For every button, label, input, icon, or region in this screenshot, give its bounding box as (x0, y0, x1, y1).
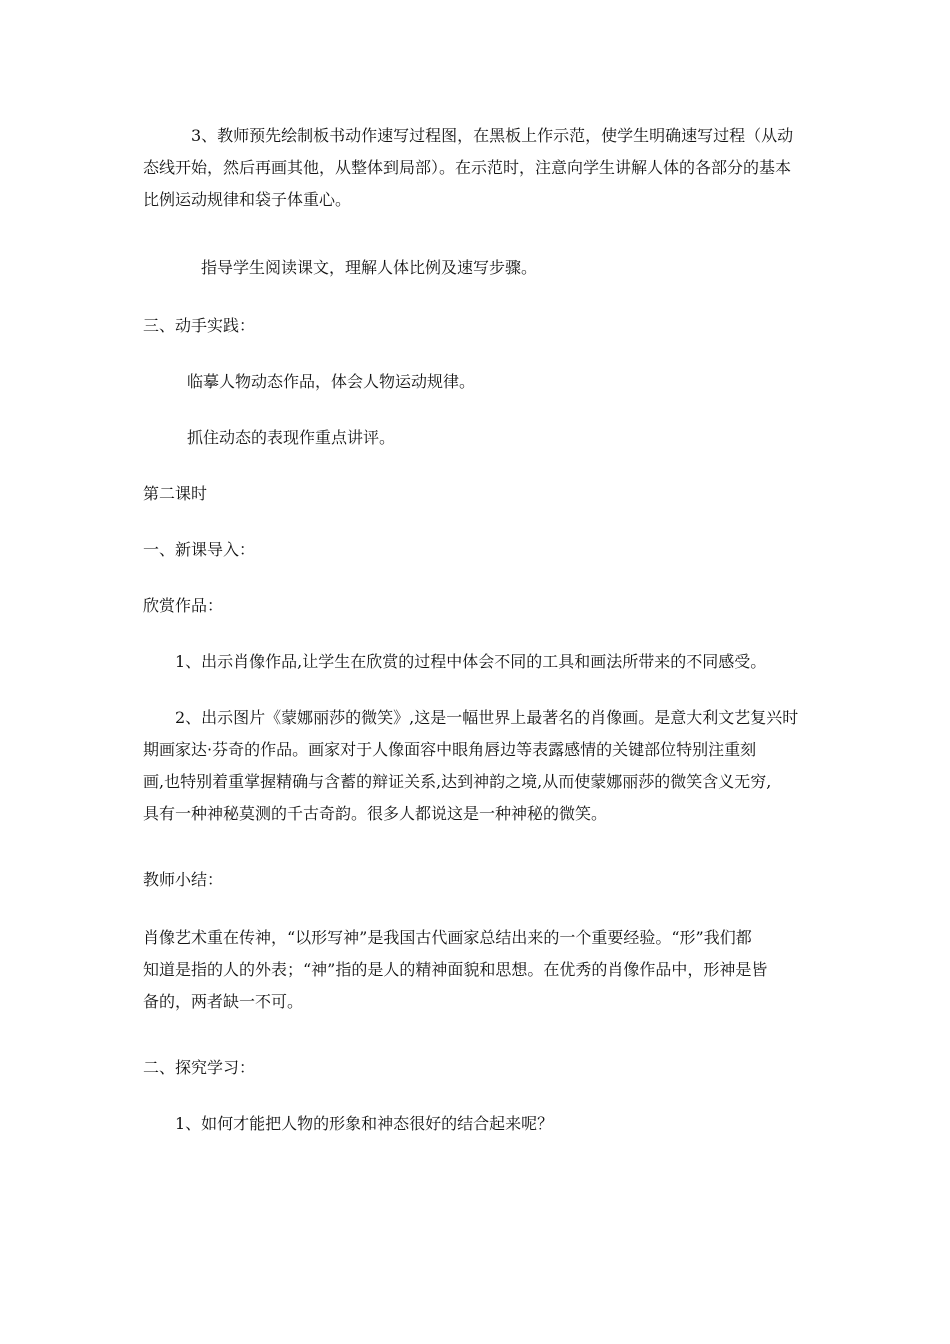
text-line: 教师小结： (143, 870, 224, 889)
heading-section-2 (143, 1052, 813, 1084)
heading-section-3 (143, 310, 813, 342)
text-line: 抓住动态的表现作重点讲评。 (187, 428, 396, 447)
paragraph-guide-reading (143, 252, 813, 284)
paragraph-summary (143, 922, 813, 1018)
text-line: 具有一种神秘莫测的千古奇韵。很多人都说这是一种神秘的微笑。 (143, 804, 608, 823)
text-line: 期画家达·芬奇的作品。画家对于人像面容中眼角唇边等表露感情的关键部位特别注重刻 (143, 740, 757, 759)
paragraph-item-1 (143, 646, 813, 678)
text-line: 知道是指的人的外表；“神”指的是人的精神面貌和思想。在优秀的肖像作品中，形神是皆 (143, 960, 768, 979)
text-line: 备的，两者缺一不可。 (143, 992, 304, 1011)
paragraph-item-2 (143, 702, 813, 830)
text-line: 二、探究学习： (143, 1058, 256, 1077)
text-line: 三、动手实践： (143, 316, 256, 335)
heading-new-lesson-intro (143, 534, 813, 566)
text-line: 欣赏作品： (143, 596, 224, 615)
paragraph-teacher-demo (143, 120, 813, 216)
paragraph-question-1 (143, 1108, 813, 1140)
text-line: 第二课时 (143, 484, 208, 503)
paragraph-copy-works (143, 366, 813, 398)
heading-teacher-summary (143, 864, 813, 896)
heading-appreciate-works (143, 590, 813, 622)
heading-lesson-2 (143, 478, 813, 510)
text-line: 临摹人物动态作品，体会人物运动规律。 (187, 372, 476, 391)
paragraph-critique (143, 422, 813, 454)
text-line: 画,也特别着重掌握精确与含蓄的辩证关系,达到神韵之境,从而使蒙娜丽莎的微笑含义无穷, (143, 772, 772, 791)
text-line: 指导学生阅读课文，理解人体比例及速写步骤。 (201, 258, 538, 277)
text-line: 态线开始，然后再画其他，从整体到局部）。在示范时，注意向学生讲解人体的各部分的基本 (143, 158, 792, 177)
text-line: 1、如何才能把人物的形象和神态很好的结合起来呢？ (175, 1114, 554, 1133)
text-line: 比例运动规律和袋子体重心。 (143, 190, 352, 209)
text-line: 3、教师预先绘制板书动作速写过程图，在黑板上作示范，使学生明确速写过程（从动 (191, 126, 794, 145)
text-line: 肖像艺术重在传神，“以形写神”是我国古代画家总结出来的一个重要经验。“形”我们都 (143, 928, 752, 947)
text-line: 1、出示肖像作品,让学生在欣赏的过程中体会不同的工具和画法所带来的不同感受。 (175, 652, 767, 671)
text-line: 2、出示图片《蒙娜丽莎的微笑》,这是一幅世界上最著名的肖像画。是意大利文艺复兴时 (175, 708, 799, 727)
text-line: 一、新课导入： (143, 540, 256, 559)
